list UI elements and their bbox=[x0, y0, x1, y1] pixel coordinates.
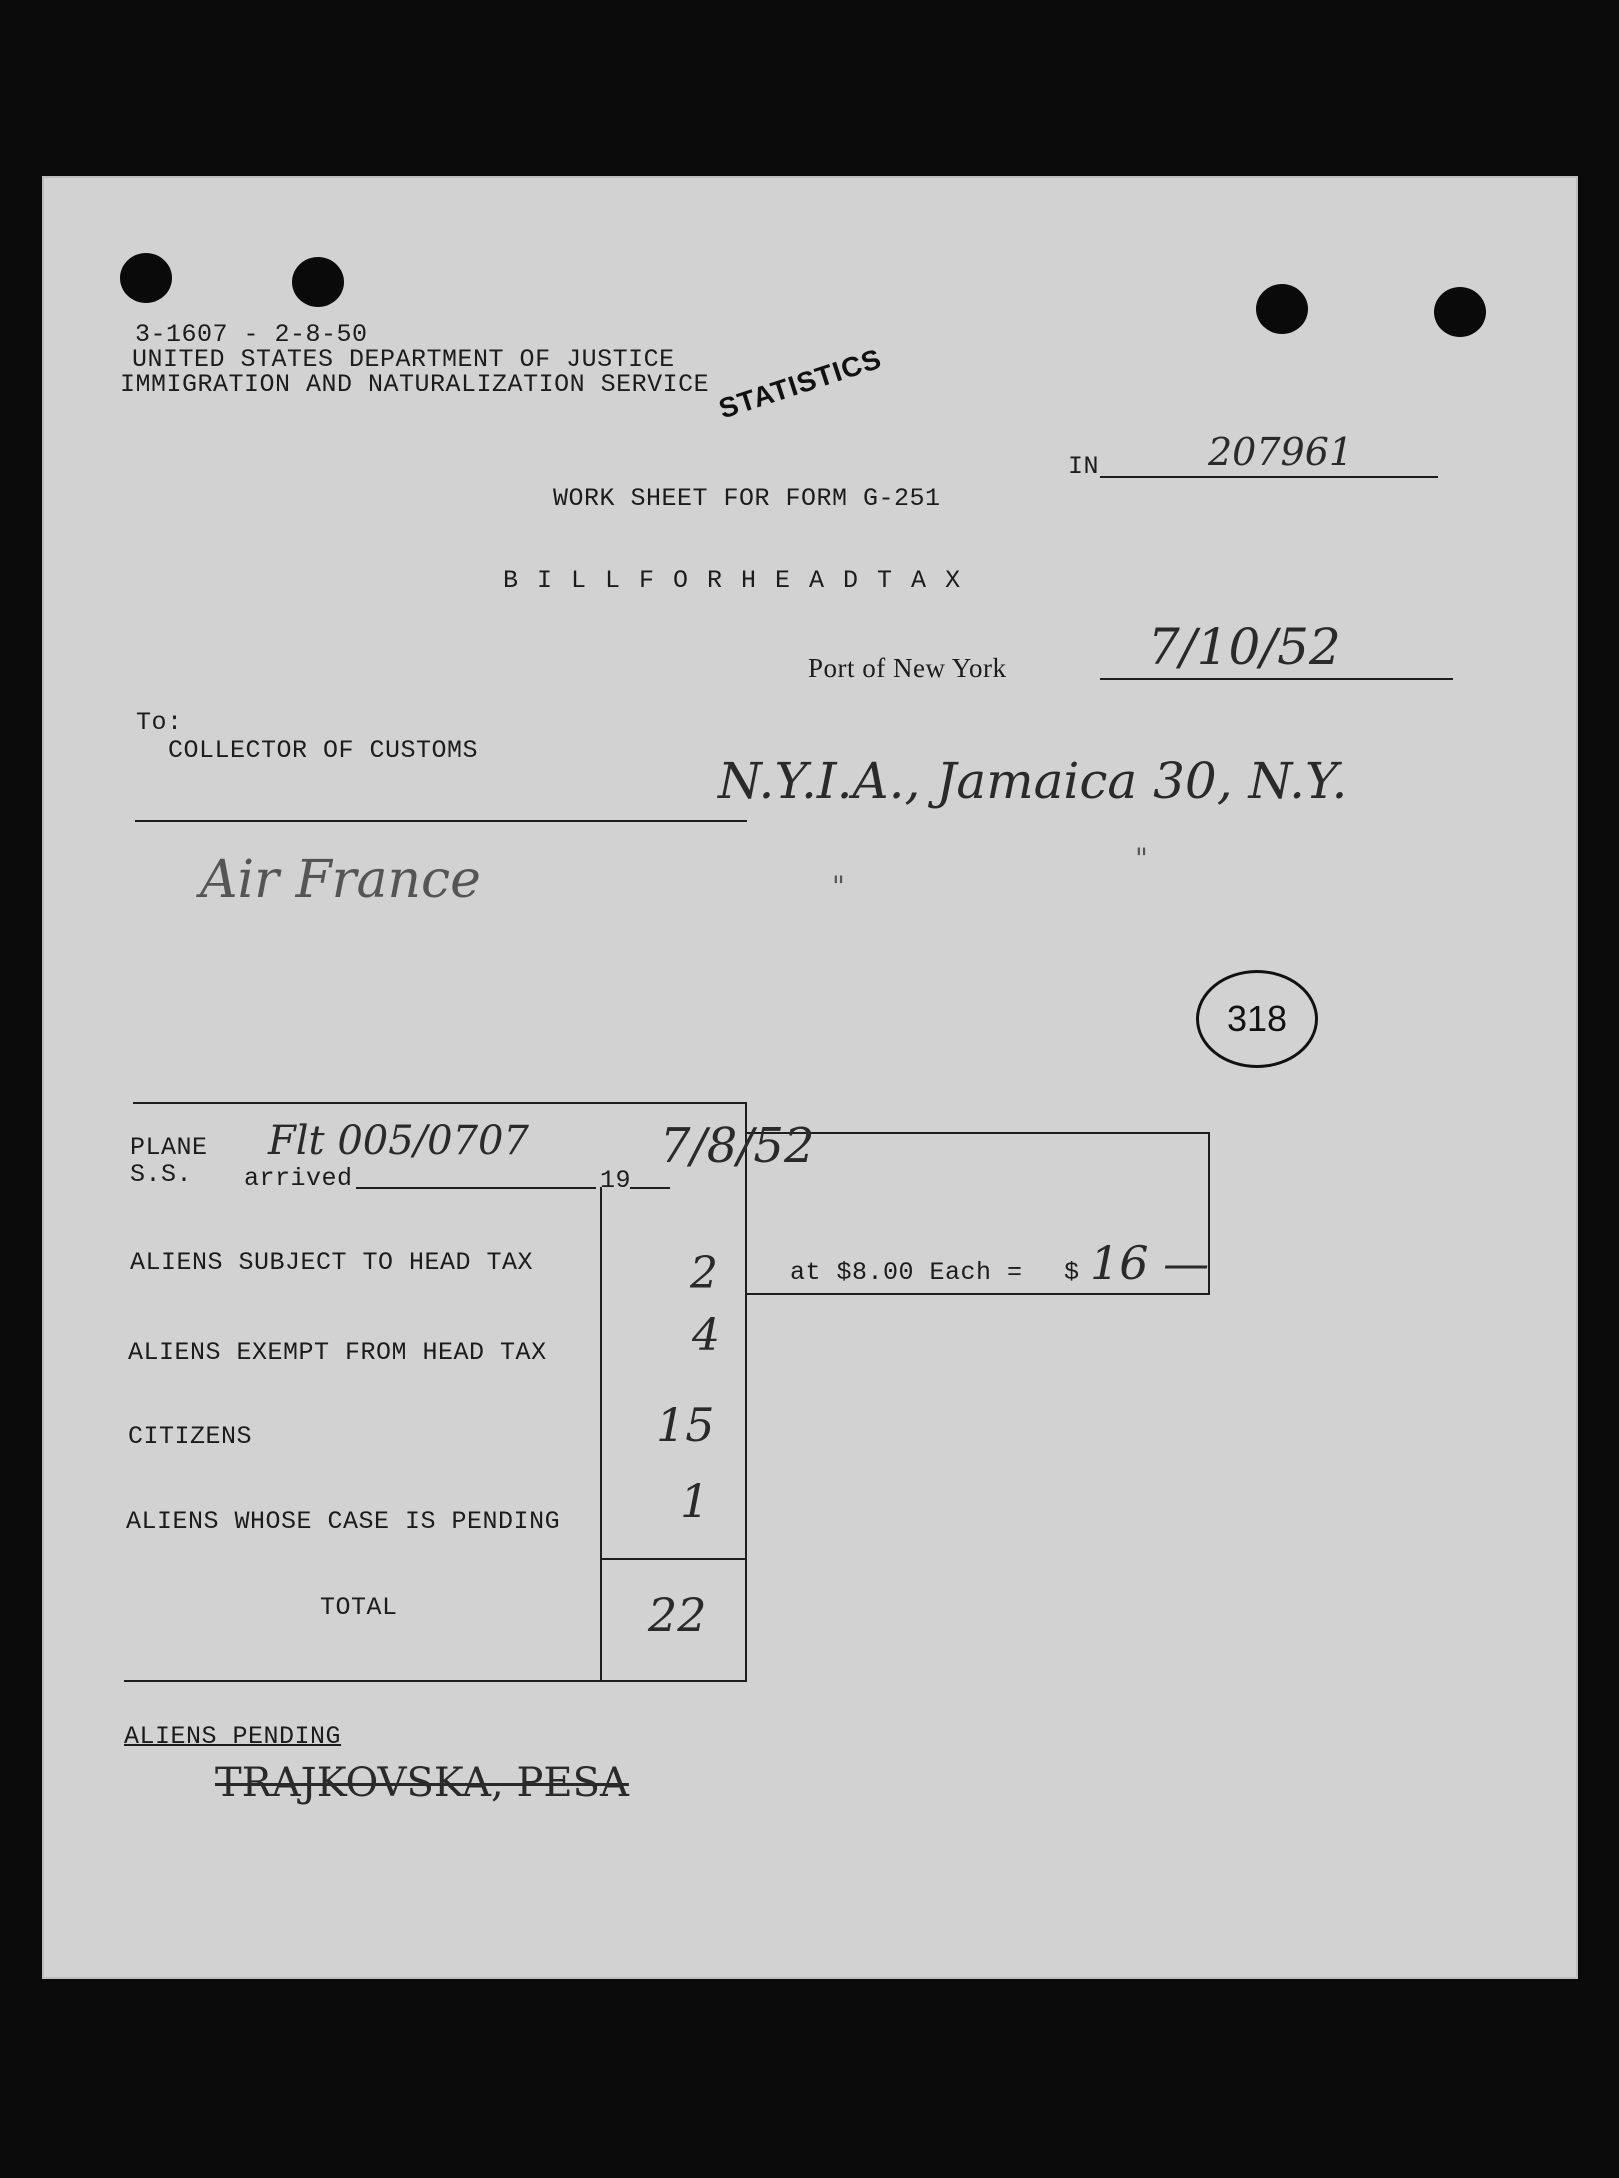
in-number-line bbox=[1100, 476, 1438, 478]
table-bottom-line bbox=[124, 1680, 747, 1682]
amount-prefix: $ bbox=[1064, 1258, 1080, 1287]
row-value-citizens: 15 bbox=[656, 1398, 715, 1452]
punch-hole bbox=[120, 253, 172, 303]
ditto-mark: " bbox=[1135, 842, 1148, 875]
table-right-border bbox=[745, 1102, 747, 1682]
work-sheet-title: WORK SHEET FOR FORM G-251 bbox=[553, 484, 941, 513]
form-code: 3-1607 - 2-8-50 bbox=[135, 320, 368, 349]
arrival-date-handwritten: 7/8/52 bbox=[660, 1118, 815, 1174]
amount-box-top bbox=[745, 1132, 1210, 1134]
circled-number bbox=[1196, 970, 1318, 1068]
collector-label: COLLECTOR OF CUSTOMS bbox=[168, 736, 479, 765]
carrier-handwritten: Air France bbox=[200, 850, 481, 910]
pending-name: TRAJKOVSKA, PESA bbox=[215, 1760, 629, 1806]
row-label-exempt: ALIENS EXEMPT FROM HEAD TAX bbox=[128, 1338, 547, 1367]
service-name: IMMIGRATION AND NATURALIZATION SERVICE bbox=[120, 370, 710, 399]
plane-label: PLANE bbox=[130, 1133, 208, 1162]
ditto-mark: " bbox=[832, 870, 845, 903]
flight-handwritten: Flt 005/0707 bbox=[268, 1118, 529, 1164]
arrived-label: arrived bbox=[244, 1164, 353, 1193]
values-column-divider bbox=[600, 1187, 602, 1682]
address-line bbox=[135, 820, 747, 822]
amount-value: 16 — bbox=[1090, 1236, 1210, 1290]
in-number-value: 207961 bbox=[1208, 430, 1354, 474]
rate-text: at $8.00 Each = bbox=[790, 1258, 1023, 1287]
arrived-line bbox=[356, 1187, 596, 1189]
ss-label: S.S. bbox=[130, 1160, 193, 1189]
row-label-subject: ALIENS SUBJECT TO HEAD TAX bbox=[130, 1248, 534, 1277]
department-name: UNITED STATES DEPARTMENT OF JUSTICE bbox=[132, 345, 675, 374]
pending-heading: ALIENS PENDING bbox=[124, 1722, 342, 1751]
port-date: 7/10/52 bbox=[1148, 618, 1341, 676]
punch-hole bbox=[1434, 287, 1486, 337]
amount-box-bottom bbox=[745, 1293, 1210, 1295]
row-value-exempt: 4 bbox=[692, 1310, 720, 1361]
port-date-line bbox=[1100, 678, 1453, 680]
row-value-pending: 1 bbox=[680, 1474, 710, 1528]
circled-number-value: 318 bbox=[1226, 998, 1288, 1039]
table-top-line bbox=[133, 1102, 746, 1104]
port-label: Port of New York bbox=[808, 653, 1007, 683]
total-label: TOTAL bbox=[320, 1593, 398, 1622]
location-handwritten: N.Y.I.A., Jamaica 30, N.Y. bbox=[718, 752, 1348, 810]
to-label: To: bbox=[136, 708, 183, 737]
punch-hole bbox=[1256, 284, 1308, 334]
total-divider-line bbox=[600, 1558, 747, 1560]
in-label: IN bbox=[1068, 452, 1100, 481]
statistics-stamp: STATISTICS bbox=[715, 342, 886, 425]
bill-title: B I L L F O R H E A D T A X bbox=[503, 566, 963, 595]
row-value-subject: 2 bbox=[690, 1248, 718, 1299]
row-label-pending: ALIENS WHOSE CASE IS PENDING bbox=[126, 1507, 561, 1536]
punch-hole bbox=[292, 257, 344, 307]
year-prefix: 19 bbox=[600, 1166, 632, 1195]
year-line bbox=[630, 1187, 670, 1189]
total-value: 22 bbox=[648, 1588, 707, 1642]
row-label-citizens: CITIZENS bbox=[128, 1422, 253, 1451]
